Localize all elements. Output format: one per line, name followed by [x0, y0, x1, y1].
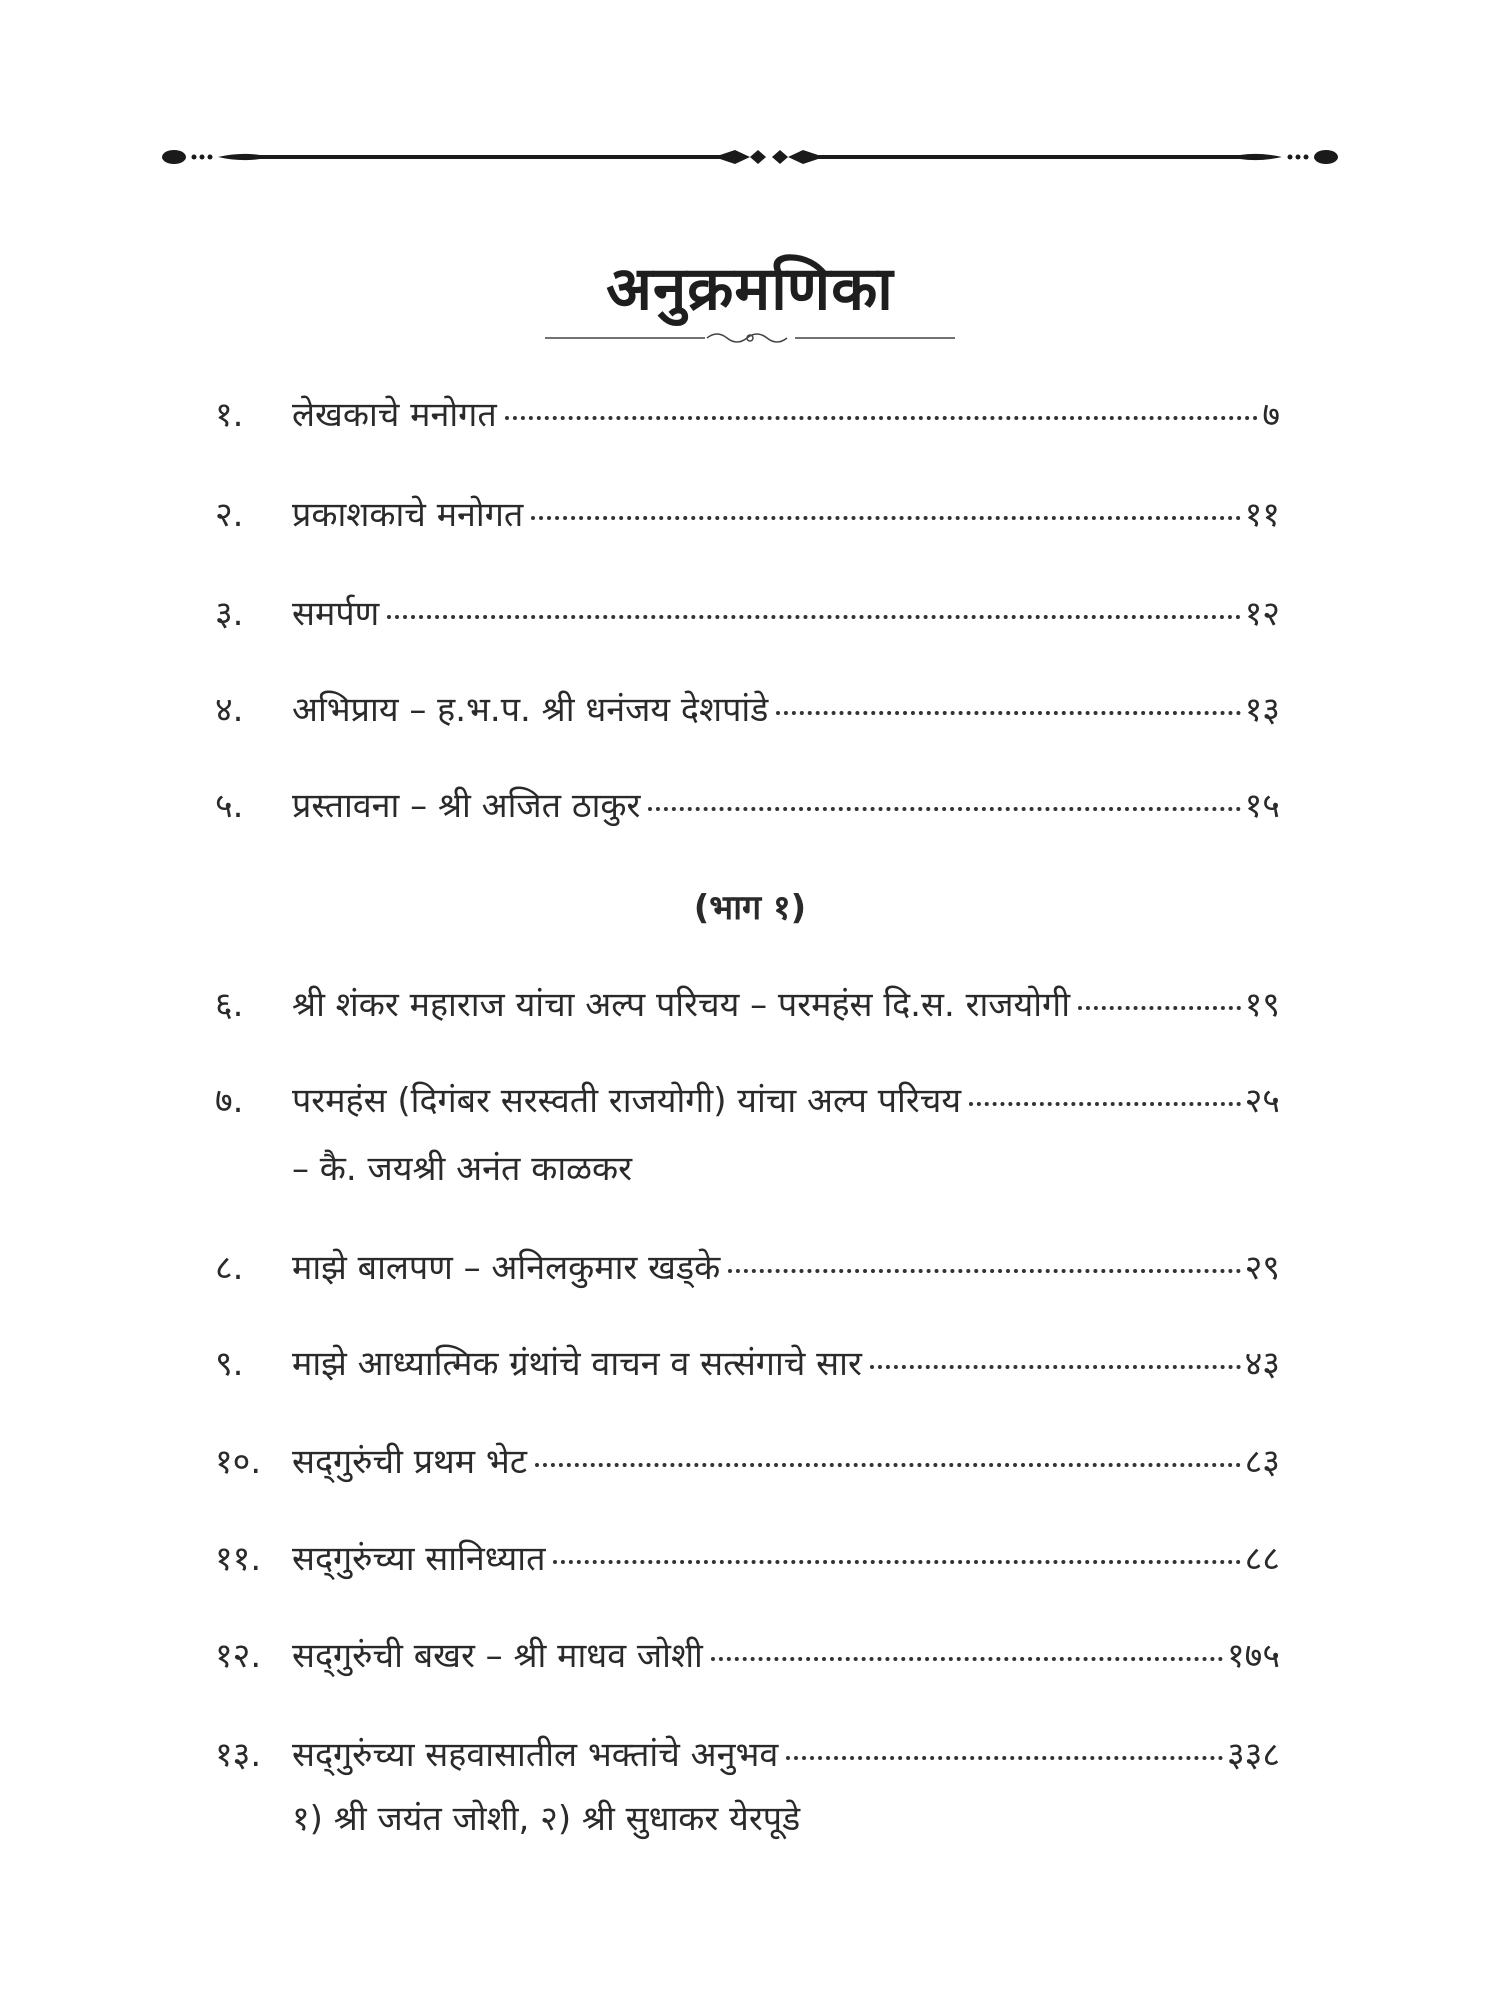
entry-title: लेखकाचे मनोगत [292, 395, 497, 435]
entry-number: ८. [215, 1248, 244, 1288]
entry-number: १०. [215, 1442, 262, 1482]
entry-number: १२. [215, 1636, 262, 1676]
entry-page-number: १३ [1244, 690, 1280, 730]
entry-number: ४. [215, 690, 244, 730]
entry-title: माझे बालपण – अनिलकुमार खड्के [292, 1248, 721, 1288]
entry-page-number: ११ [1244, 495, 1280, 535]
toc-entry [215, 1342, 1280, 1386]
entry-number: ५. [215, 786, 244, 826]
entry-title: सद्‌गुरुंच्या सानिध्यात [292, 1539, 546, 1579]
toc-entry [215, 592, 1280, 636]
entry-title: प्रकाशकाचे मनोगत [292, 495, 524, 535]
top-ornament-rule [160, 140, 1340, 174]
entry-page-number: २९ [1244, 1248, 1280, 1288]
toc-entry [215, 1246, 1280, 1290]
dot-leader [711, 1657, 1223, 1661]
dot-leader [648, 807, 1240, 811]
entry-number: ७. [215, 1081, 244, 1121]
entry-number: १३. [215, 1735, 262, 1775]
dot-leader [387, 615, 1240, 619]
entry-page-number: ७ [1262, 395, 1280, 435]
dot-leader [969, 1102, 1241, 1106]
entry-number: ११. [215, 1539, 262, 1579]
title-flourish-rule [545, 326, 955, 350]
entry-page-number: ८८ [1244, 1539, 1280, 1579]
entry-title: सद्‌गुरुंच्या सहवासातील भक्तांचे अनुभव [292, 1735, 779, 1775]
entry-page-number: १५ [1244, 786, 1280, 826]
dot-leader [531, 516, 1240, 520]
entry-subtitle: १) श्री जयंत जोशी, २) श्री सुधाकर येरपूडे [292, 1799, 801, 1839]
entry-page-number: १२ [1244, 594, 1280, 634]
dot-leader [728, 1269, 1240, 1273]
entry-title: श्री शंकर महाराज यांचा अल्प परिचय – परमहंस दि.स. राजयोगी [292, 985, 1071, 1025]
dot-leader [553, 1560, 1240, 1564]
toc-entry [215, 1537, 1280, 1581]
entry-number: ३. [215, 594, 244, 634]
entry-page-number: ३३८ [1226, 1735, 1280, 1775]
entry-number: ९. [215, 1344, 244, 1384]
page-title: अनुक्रमणिका [606, 254, 894, 324]
toc-entry [215, 1440, 1280, 1484]
entry-subtitle: – कै. जयश्री अनंत काळकर [292, 1149, 632, 1189]
entry-page-number: ४३ [1244, 1344, 1280, 1384]
entry-title: समर्पण [292, 594, 380, 634]
entry-page-number: २५ [1244, 1081, 1280, 1121]
toc-entry [215, 784, 1280, 828]
toc-entry [215, 983, 1280, 1027]
entry-title: सद्‌गुरुंची प्रथम भेट [292, 1442, 527, 1482]
entry-number: ६. [215, 985, 244, 1025]
toc-entry [215, 688, 1280, 732]
toc-entry [215, 393, 1280, 437]
dot-leader [786, 1756, 1223, 1760]
toc-entry [215, 1733, 1280, 1777]
entry-page-number: १७५ [1226, 1636, 1280, 1676]
entry-title: अभिप्राय – ह.भ.प. श्री धनंजय देशपांडे [292, 690, 769, 730]
entry-number: १. [215, 395, 244, 435]
toc-entry [215, 1634, 1280, 1678]
entry-title: परमहंस (दिगंबर सरस्वती राजयोगी) यांचा अल्प परिचय [292, 1081, 962, 1121]
toc-entry [215, 493, 1280, 537]
entry-title: सद्‌गुरुंची बखर – श्री माधव जोशी [292, 1636, 703, 1676]
toc-entry [215, 1079, 1280, 1123]
dot-leader [870, 1365, 1241, 1369]
entry-title: प्रस्तावना – श्री अजित ठाकुर [292, 786, 641, 826]
entry-title: माझे आध्यात्मिक ग्रंथांचे वाचन व सत्संगाचे सार [292, 1344, 862, 1384]
dot-leader [505, 416, 1259, 420]
entry-number: २. [215, 495, 244, 535]
entry-page-number: ८३ [1244, 1442, 1280, 1482]
part-heading: (भाग १) [693, 888, 807, 928]
dot-leader [535, 1463, 1241, 1467]
entry-page-number: १९ [1244, 985, 1280, 1025]
dot-leader [1078, 1006, 1241, 1010]
dot-leader [776, 711, 1240, 715]
